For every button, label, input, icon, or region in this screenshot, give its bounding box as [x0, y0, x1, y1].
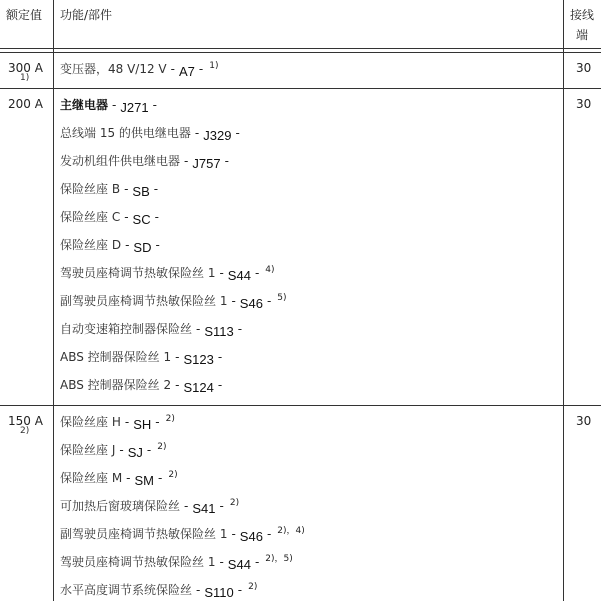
component-code: SM	[134, 473, 155, 488]
header-divider	[0, 48, 601, 49]
header-rating: 额定值	[6, 8, 43, 22]
component-row: 副驾驶员座椅调节热敏保险丝 1 - S46 - $^{5)}$	[60, 293, 287, 311]
component-code: SD	[133, 240, 152, 255]
component-code: SC	[132, 212, 151, 227]
component-code: S41	[192, 501, 216, 516]
component-description: 副驾驶员座椅调节热敏保险丝 1	[60, 294, 228, 308]
component-row: 自动变速箱控制器保险丝 - S113 -	[60, 322, 243, 339]
component-description: 可加热后窗玻璃保险丝	[60, 499, 181, 513]
footnote-ref: 2)，5)	[265, 554, 293, 564]
component-row: ABS 控制器保险丝 1 - S123 -	[60, 350, 223, 367]
component-row: 发动机组件供电继电器 - J757 -	[60, 154, 229, 171]
component-description: 变压器，48 V/12 V	[60, 62, 167, 76]
component-code: S44	[227, 557, 251, 572]
component-description: 自动变速箱控制器保险丝	[60, 322, 193, 336]
component-row: ABS 控制器保险丝 2 - S124 -	[60, 378, 223, 395]
rating-value: 200 A	[8, 97, 43, 111]
component-description: 驾驶员座椅调节热敏保险丝 1	[60, 555, 216, 569]
component-row: 驾驶员座椅调节热敏保险丝 1 - S44 - $^{2),5)}$	[60, 554, 293, 572]
component-description: 保险丝座 J	[60, 443, 116, 457]
terminal-value: 30	[576, 414, 592, 428]
component-row: 保险丝座 B - SB -	[60, 182, 159, 199]
rating-footnote: 1)	[20, 73, 30, 83]
component-description: 保险丝座 D	[60, 238, 122, 252]
component-code: S124	[183, 380, 214, 395]
component-row: 保险丝座 J - SJ - $^{2)}$	[60, 442, 167, 460]
group-divider-2	[0, 88, 601, 89]
component-row: 主继电器 - J271 -	[60, 98, 157, 115]
component-code: S113	[204, 324, 234, 339]
component-description: 总线端 15 的供电继电器	[60, 126, 191, 140]
component-description: ABS 控制器保险丝 1	[60, 350, 172, 364]
component-description: ABS 控制器保险丝 2	[60, 378, 172, 392]
footnote-ref: 5)	[277, 293, 287, 303]
component-description: 发动机组件供电继电器	[60, 154, 181, 168]
group-divider-1	[0, 52, 601, 53]
component-row: 保险丝座 M - SM - $^{2)}$	[60, 470, 178, 488]
component-row: 总线端 15 的供电继电器 - J329 -	[60, 126, 240, 143]
component-description: 保险丝座 M	[60, 471, 123, 485]
component-row: 保险丝座 H - SH - $^{2)}$	[60, 414, 175, 432]
footnote-ref: 2)	[229, 498, 240, 508]
component-row: 可加热后窗玻璃保险丝 - S41 - $^{2)}$	[60, 498, 240, 516]
component-description: 保险丝座 C	[60, 210, 121, 224]
component-row: 保险丝座 C - SC -	[60, 210, 159, 227]
footnote-ref: 2)	[168, 470, 178, 480]
terminal-value: 30	[576, 97, 592, 111]
component-code: S46	[239, 529, 263, 544]
column-divider-right	[563, 0, 564, 601]
component-row: 保险丝座 D - SD -	[60, 238, 160, 255]
rating-footnote: 2)	[20, 426, 30, 436]
rating-value: 300 A	[8, 61, 43, 75]
component-code: S123	[183, 352, 214, 367]
rating-value: 150 A	[8, 414, 43, 428]
footnote-ref: 2)，4)	[277, 526, 305, 536]
component-description: 保险丝座 B	[60, 182, 121, 196]
header-terminal-line2: 端	[576, 28, 589, 42]
component-code: SJ	[127, 445, 143, 460]
component-code: J271	[120, 100, 149, 115]
component-code: S44	[227, 268, 251, 283]
component-code: SB	[132, 184, 150, 199]
component-code: S46	[239, 296, 263, 311]
component-description: 水平高度调节系统保险丝	[60, 583, 193, 597]
footnote-ref: 4)	[265, 265, 275, 275]
component-row: 变压器，48 V/12 V - A7 - $^{1)}$	[60, 61, 219, 79]
header-function: 功能/部件	[60, 8, 113, 22]
component-row: 水平高度调节系统保险丝 - S110 - $^{2)}$	[60, 582, 258, 600]
component-row: 驾驶员座椅调节热敏保险丝 1 - S44 - $^{4)}$	[60, 265, 275, 283]
component-code: J329	[203, 128, 232, 143]
component-code: SH	[133, 417, 152, 432]
component-code: A7	[178, 64, 195, 79]
component-code: J757	[192, 156, 221, 171]
group-divider-3	[0, 405, 601, 406]
footnote-ref: 2)	[157, 442, 167, 452]
footnote-ref: 2)	[248, 582, 258, 592]
component-row: 副驾驶员座椅调节热敏保险丝 1 - S46 - $^{2),4)}$	[60, 526, 305, 544]
terminal-value: 30	[576, 61, 592, 75]
component-description: 保险丝座 H	[60, 415, 121, 429]
component-description: 驾驶员座椅调节热敏保险丝 1	[60, 266, 216, 280]
footnote-ref: 1)	[209, 61, 219, 71]
header-terminal-line1: 接线	[570, 8, 595, 22]
footnote-ref: 2)	[165, 414, 175, 424]
component-code: S110	[204, 585, 234, 600]
component-description: 主继电器	[60, 98, 109, 112]
column-divider-left	[53, 0, 54, 601]
component-description: 副驾驶员座椅调节热敏保险丝 1	[60, 527, 228, 541]
